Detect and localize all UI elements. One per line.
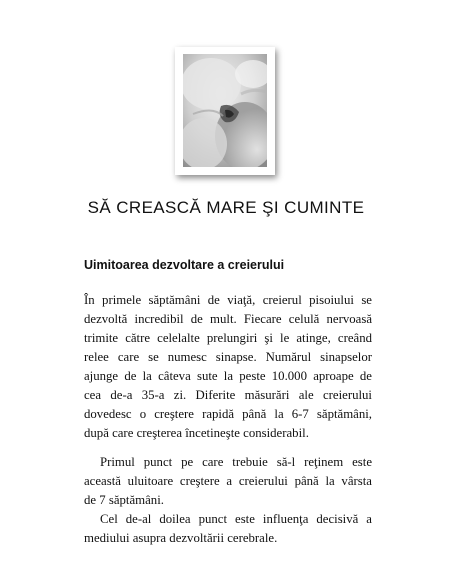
paragraph-line: după care creşterea încetineşte considerabil. (84, 426, 309, 440)
paragraph-line: relee care se numesc sinapse. Numărul sinapselor (84, 350, 372, 364)
paragraph-line: trimite către celelalte prelungiri şi le atinge, creând (84, 331, 372, 345)
paragraph-3 (84, 510, 372, 548)
paragraph-line: În primele săptămâni de viaţă, creierul pisoiului se (84, 293, 372, 307)
photo-frame (175, 47, 275, 175)
paragraph-line: această uluitoare creştere a creierului până la vârsta (84, 474, 372, 488)
paragraph-line: de 7 săptămâni. (84, 493, 164, 507)
section-heading: Uimitoarea dezvoltare a creierului (84, 258, 285, 272)
paragraph-line: dezvoltă incredibil de mult. Fiecare celulă nervoasă (84, 312, 372, 326)
chapter-title: SĂ CREASCĂ MARE ŞI CUMINTE (87, 198, 365, 217)
paragraph-line: Primul punct pe care trebuie să-l reţinem este (100, 455, 372, 469)
paragraph-line: cea de-a 35-a zi. Diferite măsurări ale creierului (84, 388, 372, 402)
paragraph-2 (84, 453, 372, 510)
cat-photo-illustration (183, 54, 267, 167)
paragraph-line: Cel de-al doilea punct este influenţa decisivă a (100, 512, 372, 526)
paragraph-1 (84, 291, 372, 443)
paragraph-line: ajunge de la câteva sute la peste 10.000 aproape de (84, 369, 372, 383)
cat-photo (183, 54, 267, 167)
paragraph-line: dovedesc o creştere rapidă până la 6-7 săptămâni, (84, 407, 372, 421)
paragraph-line: mediului asupra dezvoltării cerebrale. (84, 531, 278, 545)
